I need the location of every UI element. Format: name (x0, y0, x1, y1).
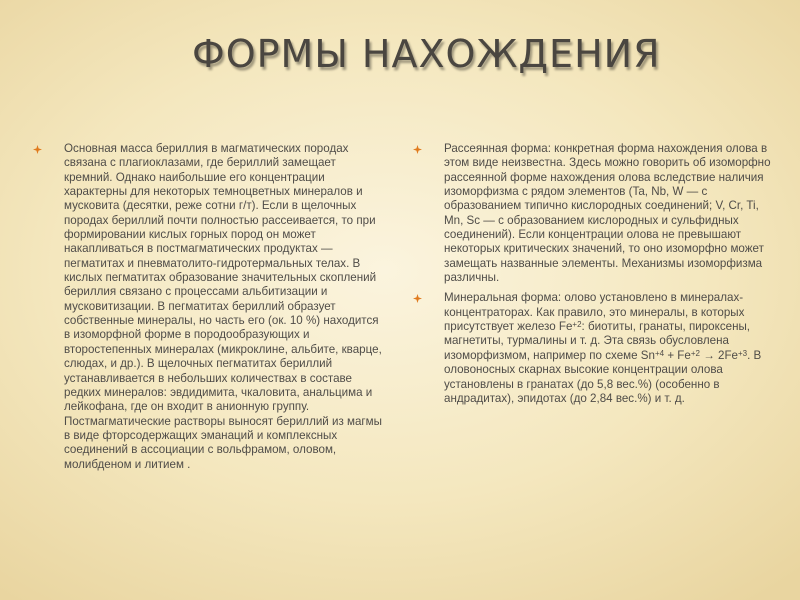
left-column (64, 142, 386, 478)
bullet-item-beryllium (64, 142, 386, 472)
bullet-item-mineral-form (444, 291, 780, 406)
bullet-star-icon (413, 294, 422, 303)
text-segment: → 2Fe (699, 348, 738, 362)
superscript: +2 (690, 348, 700, 358)
superscript: +3 (737, 348, 748, 358)
text-segment: + Fe (664, 348, 691, 362)
bullet-text: Рассеянная форма: конкретная форма нахождения олова в этом виде неизвестна. Здесь можно говорить об изоморфно рассеянной форме нахождения олова вследствие наличия изоморфизма с рядом элементов (Ta, Nb, W — с образованием типично кислородных соединений; V, Cr, Ti, Mn, Sc — с образованием кислородных и сульфидных соединений). Если концентрации олова не превышают некоторых критических значений, то оно изоморфно может замещать названные элементы. Механизмы изоморфизма различны. (444, 142, 771, 285)
bullet-text: Основная масса бериллия в магматических породах связана с плагиоклазами, где бериллий замещает кремний. Однако наибольшие его концентрации характерны для некоторых темноцветных минералов и мусковита (десятки, реже сотни г/т). Если в щелочных породах бериллий почти полностью рассеивается, то при формировании кислых горных пород он может накапливаться в постмагматических продуктах — пегматитах и пневматолито-гидротермальных телах. В кислых пегматитах образование значительных скоплений бериллия связано с процессами альбитизации и мусковитизации. В пегматитах бериллий образует собственные минералы, но часть его (ок. 10 %) находится в изоморфной форме в породообразующих и второстепенных минералах (микроклине, альбите, кварце, слюдах, и др.). В щелочных пегматитах бериллий устанавливается в небольших количествах в составе редких минералов: эвдидимита, чкаловита, анальцима и лейкофана, где он входит в анионную группу. Постмагматические растворы выносят бериллий из магмы в виде фторсодержащих эманаций и комплексных соединений в ассоциации с вольфрамом, оловом, молибденом и литием . (64, 142, 382, 471)
superscript: +2 (572, 320, 582, 330)
slide-title: ФОРМЫ НАХОЖДЕНИЯ (192, 32, 661, 76)
text-segment: : биотиты, гранаты, пироксены, магнетиты, турмалины и т. д. Эта связь обусловлена изоморфизмом, например по схеме Sn (444, 320, 751, 362)
superscript: +4 (654, 348, 665, 358)
bullet-star-icon (33, 145, 42, 154)
text-segment: . В оловоносных скарнах высокие концентрации олова установлены в гранатах (до 5,8 вес.%) (особенно в андрадитах), эпидотах (до 2,84 вес.%) и т. д. (444, 348, 762, 405)
bullet-text (444, 291, 780, 406)
right-column (444, 142, 780, 412)
bullet-item-dispersed-form (444, 142, 780, 285)
bullet-star-icon (413, 145, 422, 154)
text-segment: Минеральная форма: олово установлено в минералах-концентраторах. Как правило, это минералы, в которых присутствует железо Fe (444, 291, 745, 334)
